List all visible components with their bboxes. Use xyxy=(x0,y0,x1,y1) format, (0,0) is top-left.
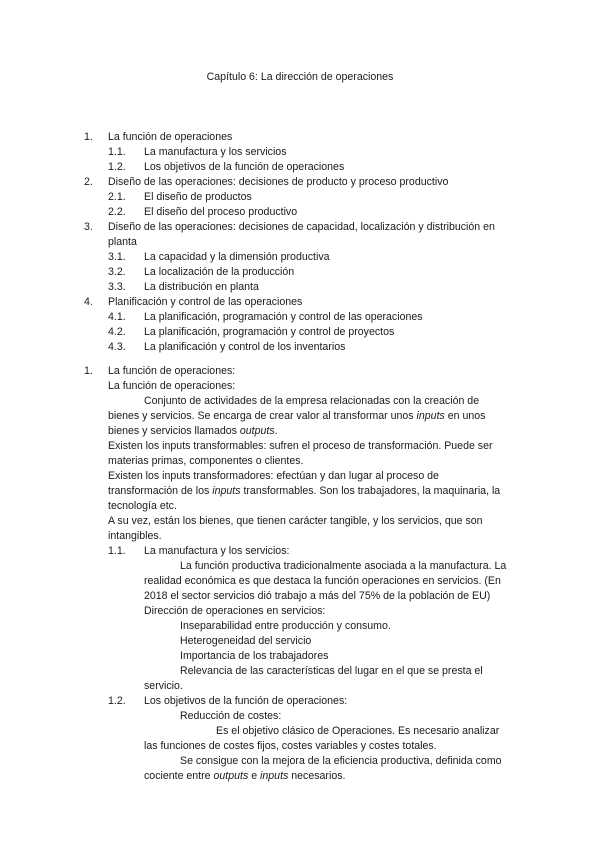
toc-item-number: 1. xyxy=(84,131,93,143)
toc-subitem-label: Los objetivos de la función de operaciones xyxy=(144,161,345,173)
paragraph-line: materias primas, componentes o clientes. xyxy=(108,455,304,467)
paragraph-line: Conjunto de actividades de la empresa relacionadas con la creación de xyxy=(144,395,480,407)
toc-subitem-number: 1.1. xyxy=(108,146,126,158)
toc-subitem-label: La planificación, programación y control de proyectos xyxy=(144,326,395,338)
toc-subitem xyxy=(0,265,600,280)
toc-item xyxy=(0,295,600,310)
paragraph-line: 2018 el sector servicios dió trabajo a más del 75% de la población de EU) xyxy=(144,590,491,602)
paragraph-line: tecnología etc. xyxy=(108,500,177,512)
toc-item xyxy=(0,130,600,145)
toc-item-number: 3. xyxy=(84,221,93,233)
toc-subitem-label: La planificación y control de los inventarios xyxy=(144,341,346,353)
toc-subitem xyxy=(0,250,600,265)
toc-subitem xyxy=(0,145,600,160)
toc-item xyxy=(0,175,600,190)
list-item: Relevancia de las características del lugar en el que se presta el xyxy=(180,665,483,677)
toc-subitem xyxy=(0,280,600,295)
toc-subitem-number: 4.2. xyxy=(108,326,126,338)
list-item: servicio. xyxy=(144,680,183,692)
toc-item-label: Diseño de las operaciones: decisiones de producto y proceso productivo xyxy=(108,176,449,188)
toc-subitem-number: 3.1. xyxy=(108,251,126,263)
subsection-number: 1.1. xyxy=(108,545,126,557)
toc-subitem-number: 3.3. xyxy=(108,281,126,293)
paragraph-line: intangibles. xyxy=(108,530,162,542)
paragraph-line: Es el objetivo clásico de Operaciones. Es necesario analizar xyxy=(216,725,500,737)
toc-item-number: 4. xyxy=(84,296,93,308)
paragraph-line: realidad económica es que destaca la función operaciones en servicios. (En xyxy=(144,575,501,587)
section-heading: La función de operaciones: xyxy=(108,365,236,377)
toc-subitem xyxy=(0,205,600,220)
list-item: Inseparabilidad entre producción y consumo. xyxy=(180,620,391,632)
toc-subitem-label: El diseño del proceso productivo xyxy=(144,206,298,218)
list-item: Importancia de los trabajadores xyxy=(180,650,329,662)
paragraph-line: bienes y servicios llamados outputs. xyxy=(108,425,278,437)
toc-subitem-label: La manufactura y los servicios xyxy=(144,146,287,158)
toc-subitem-number: 3.2. xyxy=(108,266,126,278)
toc-subitem-number: 4.1. xyxy=(108,311,126,323)
toc-item-number: 2. xyxy=(84,176,93,188)
toc-item-label: Diseño de las operaciones: decisiones de capacidad, localización y distribución en planta xyxy=(108,221,495,248)
toc-subitem xyxy=(0,340,600,355)
subsection-heading: La manufactura y los servicios: xyxy=(144,545,290,557)
subsection-heading: Los objetivos de la función de operaciones: xyxy=(144,695,348,707)
paragraph-line: Se consigue con la mejora de la eficiencia productiva, definida como xyxy=(180,755,502,767)
toc-subitem xyxy=(0,325,600,340)
section-number: 1. xyxy=(84,365,93,377)
toc-item xyxy=(0,220,600,250)
paragraph-line: Dirección de operaciones en servicios: xyxy=(144,605,326,617)
toc-item-label: La función de operaciones xyxy=(108,131,233,143)
paragraph-line: transformación de los inputs transformables. Son los trabajadores, la maquinaria, la xyxy=(108,485,501,497)
toc-subitem-number: 4.3. xyxy=(108,341,126,353)
toc-subitem-number: 1.2. xyxy=(108,161,126,173)
toc-subitem-number: 2.2. xyxy=(108,206,126,218)
paragraph-line: A su vez, están los bienes, que tienen carácter tangible, y los servicios, que son xyxy=(108,515,483,527)
list-item: Heterogeneidad del servicio xyxy=(180,635,312,647)
table-of-contents xyxy=(0,130,600,355)
subsection-number: 1.2. xyxy=(108,695,126,707)
toc-subitem-label: El diseño de productos xyxy=(144,191,252,203)
toc-subitem-label: La planificación, programación y control de las operaciones xyxy=(144,311,423,323)
toc-subitem-label: La distribución en planta xyxy=(144,281,259,293)
paragraph-line: La función productiva tradicionalmente asociada a la manufactura. La xyxy=(180,560,507,572)
toc-subitem xyxy=(0,160,600,175)
paragraph-line: cociente entre outputs e inputs necesarios. xyxy=(144,770,346,782)
chapter-title: Capítulo 6: La dirección de operaciones xyxy=(206,71,394,83)
toc-subitem xyxy=(0,190,600,205)
toc-subitem xyxy=(0,310,600,325)
toc-item-label: Planificación y control de las operaciones xyxy=(108,296,303,308)
toc-subitem-label: La localización de la producción xyxy=(144,266,295,278)
toc-subitem-label: La capacidad y la dimensión productiva xyxy=(144,251,330,263)
paragraph-line: Reducción de costes: xyxy=(180,710,282,722)
paragraph-line: las funciones de costes fijos, costes variables y costes totales. xyxy=(144,740,437,752)
subheading: La función de operaciones: xyxy=(108,380,236,392)
paragraph-line: Existen los inputs transformables: sufren el proceso de transformación. Puede ser xyxy=(108,440,493,452)
paragraph-line: bienes y servicios. Se encarga de crear valor al transformar unos inputs en unos xyxy=(108,410,486,422)
paragraph-line: Existen los inputs transformadores: efectúan y dan lugar al proceso de xyxy=(108,470,439,482)
toc-subitem-number: 2.1. xyxy=(108,191,126,203)
